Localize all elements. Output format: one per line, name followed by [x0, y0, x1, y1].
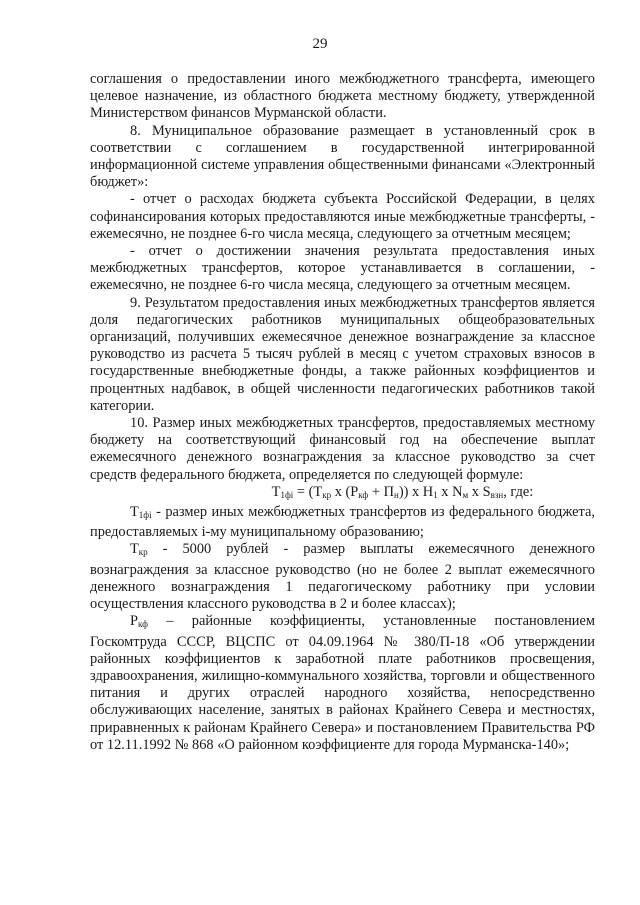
page-number: 29: [312, 36, 328, 52]
document-body: [90, 71, 595, 754]
paragraph-report-results: - отчет о достижении значения результата предоставления иных межбюджетных трансфертов, которое устанавливается в соглашении, - ежемесячно, не позднее 6-го числа месяца, следующего за отчетным месяцем.: [90, 243, 595, 294]
definition-t1fi: $T_{1фi}$ - размер иных межбюджетных трансфертов из федерального бюджета, предоставляемых i-му муниципальному образованию;: [90, 504, 595, 541]
paragraph-10: 10. Размер иных межбюджетных трансфертов, предоставляемых местному бюджету на соответствующий финансовый год на обеспечение выплат ежемесячного денежного вознаграждения за классное руководство за счет средств федерального бюджета, определяется по следующей формуле:: [90, 415, 595, 483]
paragraph-9: 9. Результатом предоставления иных межбюджетных трансфертов является доля педагогических работников муниципальных общеобразовательных организаций, получивших ежемесячное денежное вознаграждение за классное руководство из расчета 5 тысяч рублей в месяц с учетом страховых взносов в государственные внебюджетные фонды, а также районных коэффициентов и процентных надбавок, в общей численности педагогических работников такой категории.: [90, 294, 595, 414]
paragraph-report-expenses: - отчет о расходах бюджета субъекта Российской Федерации, в целях софинансирования которых предоставляются иные межбюджетные трансферты, - ежемесячно, не позднее 6-го числа месяца, следующего за отчетным месяцем;: [90, 191, 595, 242]
definition-rkf: $P_{кф}$ – районные коэффициенты, установленные постановлением Госкомтруда СССР, ВЦСПС от 04.09.1964 № 380/П-18 «Об утверждении районных коэффициентов к заработной плате работников просвещения, здравоохранения, жилищно-коммунального хозяйства, торговли и общественного питания и других отраслей народного хозяйства, непосредственно обслуживающих население, занятых в районах Крайнего Севера и местностях, приравненных к районам Крайнего Севера» и постановлением Правительства РФ от 12.11.1992 № 868 «О районном коэффициенте для города Мурманска-140»;: [90, 613, 595, 753]
paragraph-continuation: соглашения о предоставлении иного межбюджетного трансферта, имеющего целевое назначение, из областного бюджета местному бюджету, утвержденной Министерством финансов Мурманской области.: [90, 71, 595, 122]
formula: $T_{1фi} = (T_{кр}$ x $(P_{кф} + П_н)$) x $H_1$ x $N_м$ x $S_{взн}$, где:: [271, 483, 534, 500]
paragraph-8: 8. Муниципальное образование размещает в установленный срок в соответствии с соглашением в государственной интегрированной информационной системе управления общественными финансами «Электронный бюджет»:: [90, 122, 595, 191]
definition-tkr: $T_{кр} - 5000$ рублей - размер выплаты ежемесячного денежного вознаграждения за классное руководство (но не более 2 выплат ежемесячного денежного вознаграждения 1 педагогическому работнику при условии осуществления классного руководства в 2 и более классах);: [90, 541, 595, 613]
